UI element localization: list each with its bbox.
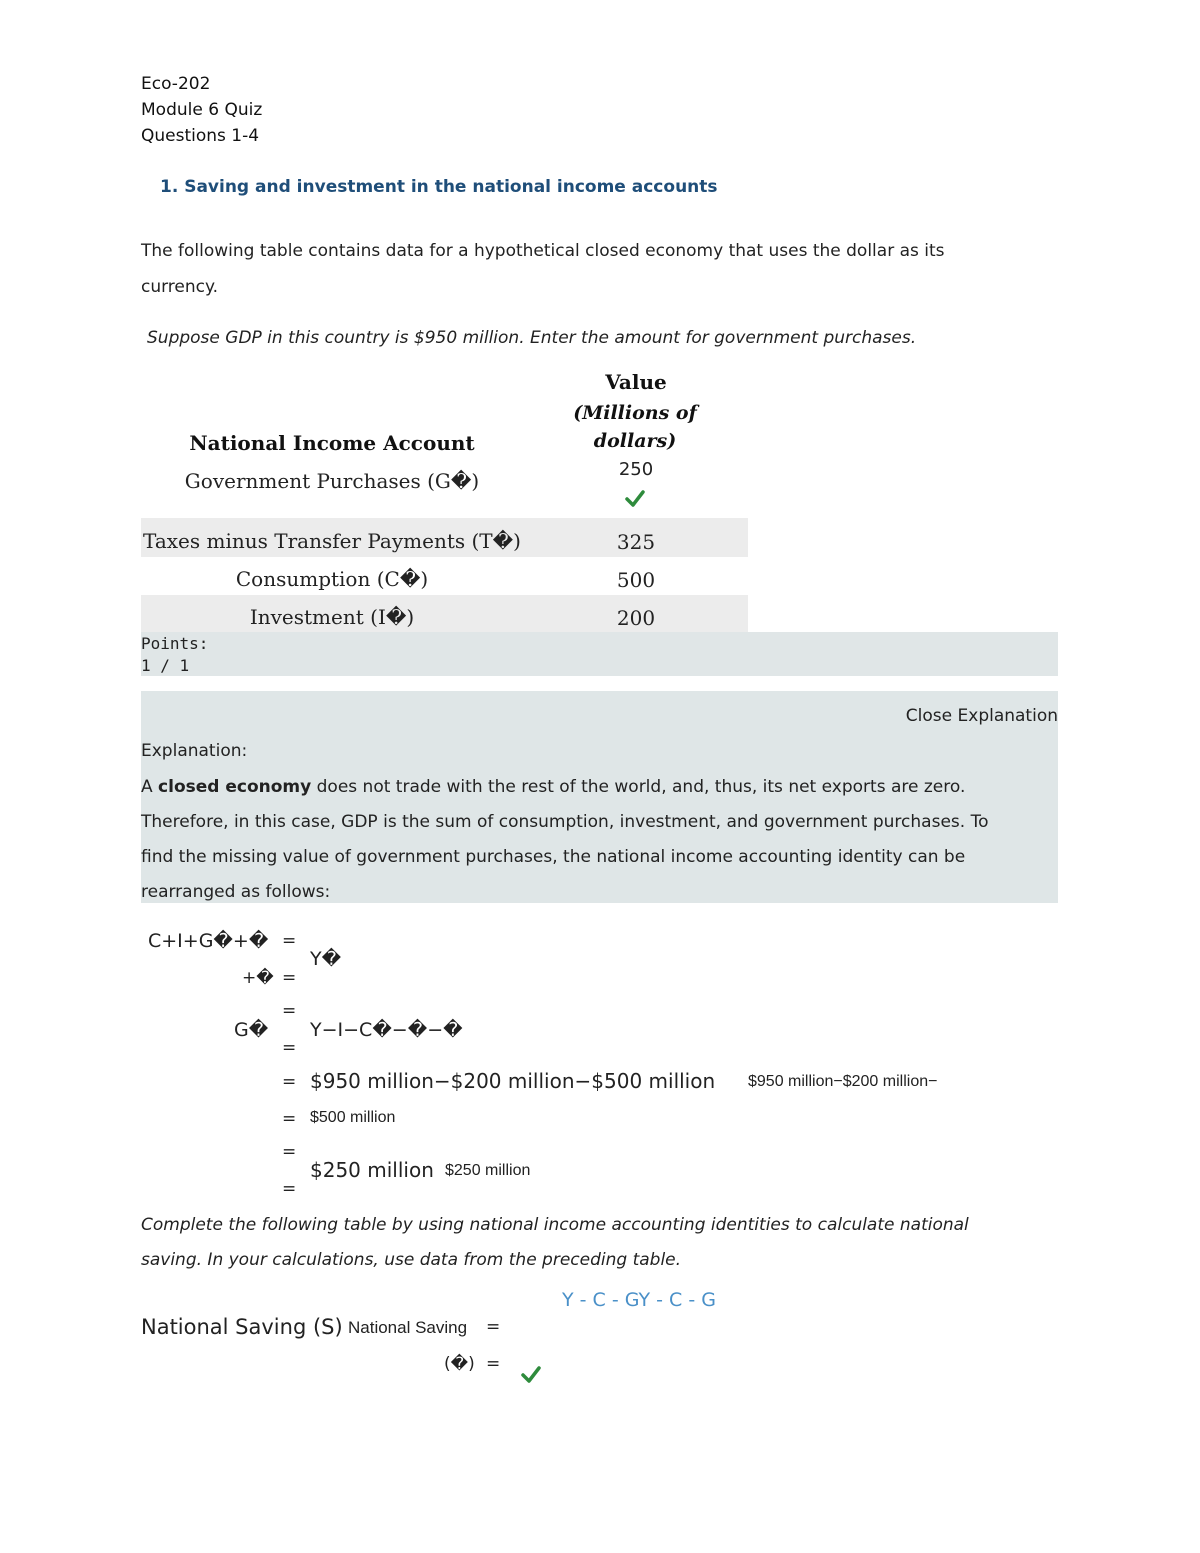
equation-lhs-1: C+I+G�+�: [148, 930, 269, 952]
explanation-line2: Therefore, in this case, GDP is the sum of consumption, investment, and government purchases. To: [141, 812, 989, 832]
saving-symbol: (�): [444, 1354, 475, 1374]
checkmark-icon: [520, 1364, 542, 1390]
value-unit-line1: (Millions of: [573, 402, 697, 424]
equation-lhs-3: G�: [234, 1019, 269, 1041]
questions-range: Questions 1-4: [141, 126, 260, 146]
equals-sign: =: [282, 931, 297, 951]
points-value: 1 / 1: [141, 656, 190, 675]
national-saving-label-small: National Saving: [348, 1318, 468, 1337]
equation-rhs-4-text: $250 million: [445, 1162, 531, 1179]
equals-sign: =: [282, 1001, 297, 1021]
explanation-line4: rearranged as follows:: [141, 882, 331, 902]
equation-lhs-2: +�: [242, 968, 274, 988]
part2-prompt-line2: saving. In your calculations, use data from the preceding table.: [141, 1250, 682, 1270]
value-column-header: Value: [605, 370, 667, 394]
gdp-symbol: Y�: [310, 948, 342, 970]
table-row-account: Government Purchases (G�): [184, 469, 480, 493]
equals-sign: =: [486, 1317, 501, 1337]
course-code: Eco-202: [141, 74, 211, 94]
account-column-header: National Income Account: [189, 431, 475, 455]
points-bar: [141, 632, 1058, 676]
closed-economy-term: closed economy: [158, 777, 312, 797]
value-unit-line2: dollars): [593, 430, 677, 452]
close-explanation-button[interactable]: Close Explanation: [905, 706, 1058, 726]
table-row-value: 200: [616, 606, 656, 630]
equation-rhs-4: $250 million: [310, 1158, 434, 1182]
question-title: 1. Saving and investment in the national income accounts: [160, 177, 718, 197]
intro-text-line1: The following table contains data for a hypothetical closed economy that uses the dollar as its: [141, 241, 945, 261]
module-title: Module 6 Quiz: [141, 100, 263, 120]
table-row-account: Investment (I�): [249, 605, 415, 629]
equals-sign: =: [282, 968, 297, 988]
checkmark-icon: [624, 488, 646, 514]
equals-sign: =: [282, 1142, 297, 1162]
equation-rhs-1: Y−I−C�−�−�: [310, 1019, 463, 1041]
equation-rhs-3-text: $500 million: [310, 1109, 396, 1126]
government-purchases-answer[interactable]: 250: [618, 459, 654, 480]
table-row-value: 500: [616, 568, 656, 592]
table-row-value: 325: [616, 530, 656, 554]
equals-sign: =: [282, 1179, 297, 1199]
equation-rhs-2-text: $950 million−$200 million−: [748, 1073, 938, 1090]
intro-text-line2: currency.: [141, 277, 219, 297]
points-label: Points:: [141, 634, 209, 653]
explanation-line1: A closed economy does not trade with the rest of the world, and, thus, its net exports are zero.: [141, 777, 966, 797]
table-row-account: Consumption (C�): [235, 567, 429, 591]
equals-sign: =: [282, 1072, 297, 1092]
national-saving-label: National Saving (S): [141, 1315, 343, 1339]
part2-prompt-line1: Complete the following table by using national income accounting identities to calculate national: [141, 1215, 969, 1235]
equals-sign: =: [486, 1354, 501, 1374]
explanation-heading: Explanation:: [141, 741, 248, 761]
equals-sign: =: [282, 1109, 297, 1129]
question-prompt: Suppose GDP in this country is $950 million. Enter the amount for government purchases.: [147, 328, 917, 348]
table-row-account: Taxes minus Transfer Payments (T�): [143, 529, 521, 553]
equation-rhs-2: $950 million−$200 million−$500 million: [310, 1069, 716, 1093]
equals-sign: =: [282, 1038, 297, 1058]
explanation-line3: find the missing value of government purchases, the national income accounting identity can be: [141, 847, 966, 867]
national-saving-answer[interactable]: Y - C - GY - C - G: [562, 1289, 716, 1311]
